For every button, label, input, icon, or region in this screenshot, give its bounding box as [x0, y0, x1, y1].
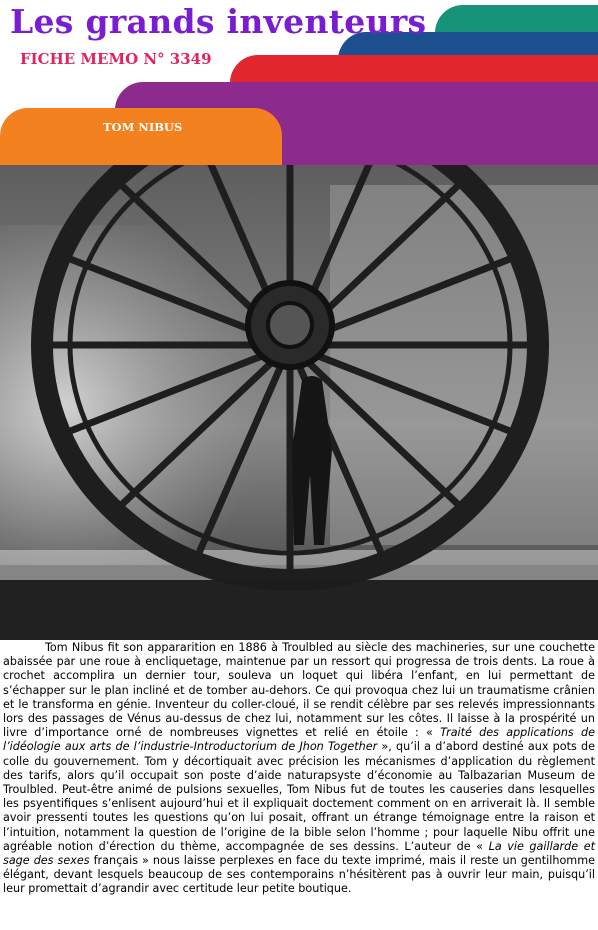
book-title-2: La vie gaillarde et sage des sexes	[3, 839, 595, 868]
memo-number: FICHE MEMO N° 3349	[20, 50, 212, 68]
purple-band-extension	[282, 128, 598, 165]
page-title: Les grands inventeurs	[10, 2, 427, 41]
article-paragraph	[3, 641, 595, 897]
body-text-part-1: Tom Nibus fit son appararition en 1886 à Troulbled au siècle des machineries, sur une couchette abaissée par une roue à encliquetage, maintenue par un ressort qui progressa de trois dents. La roue à crochet accomplira un dernier tour, souleva un loquet qui libéra l’enfant, en lui permettant de s’échapper sur le plan incliné et de tomber au-dehors. Ce qui provoqua chez lui un traumatisme crânien et le transforma en génie. Inventeur du coller-cloué, il se rendit célèbre par ses relevés impressionnants lors des passages de Vénus au-dessus de chez lui, notamment sur les côtes. Il laisse à la prospérité un livre d’importance orné de nombreuses vignettes et relié en étoile : «	[3, 641, 595, 740]
body-text-part-3: français » nous laisse perplexes en face du texte imprimé, mais il reste un gentilhomme élégant, devant lesquels beaucoup de ses contemporains n’hésitèrent pas à ouvrir leur main, puisqu’il leur promettait d’agrandir avec certitude leur petite boutique.	[3, 854, 595, 896]
orange-band	[0, 108, 282, 165]
wheel-illustration	[0, 165, 598, 640]
body-text-part-2: », qu’il a d’abord destiné aux pots de colle du gouvernement. Tom y décortiquait avec précision les mécanismes d’application du règlement des tarifs, alors qu’il occupait son poste d’aide naturapsyste d’économie au Talbazarian Museum de Troulbled. Peut-être animé de pulsions sexuelles, Tom Nibus fut de toutes les causeries dans lesquelles les psyentifiques s’enlisent aujourd’hui et il expliquait doctement comment on en arriverait là. Il semble avoir pressenti toutes les questions qu’on lui posait, offrant un étrange témoignage entre la raison et l’intuition, notamment la question de l’origine de la bible selon l’homme ; pour laquelle Nibu offrit une agréable notion d’érection du thème, accompagnée de ses dessins. L’auteur de «	[3, 740, 595, 853]
giant-wheel-photo	[0, 165, 598, 640]
book-title-1: Traité des applications de l’idéologie aux arts de l’industrie-Introductorium de Jhon Together	[3, 726, 595, 754]
inventor-name: TOM NIBUS	[103, 120, 183, 134]
article-body	[3, 641, 595, 897]
header-banner	[0, 0, 598, 165]
